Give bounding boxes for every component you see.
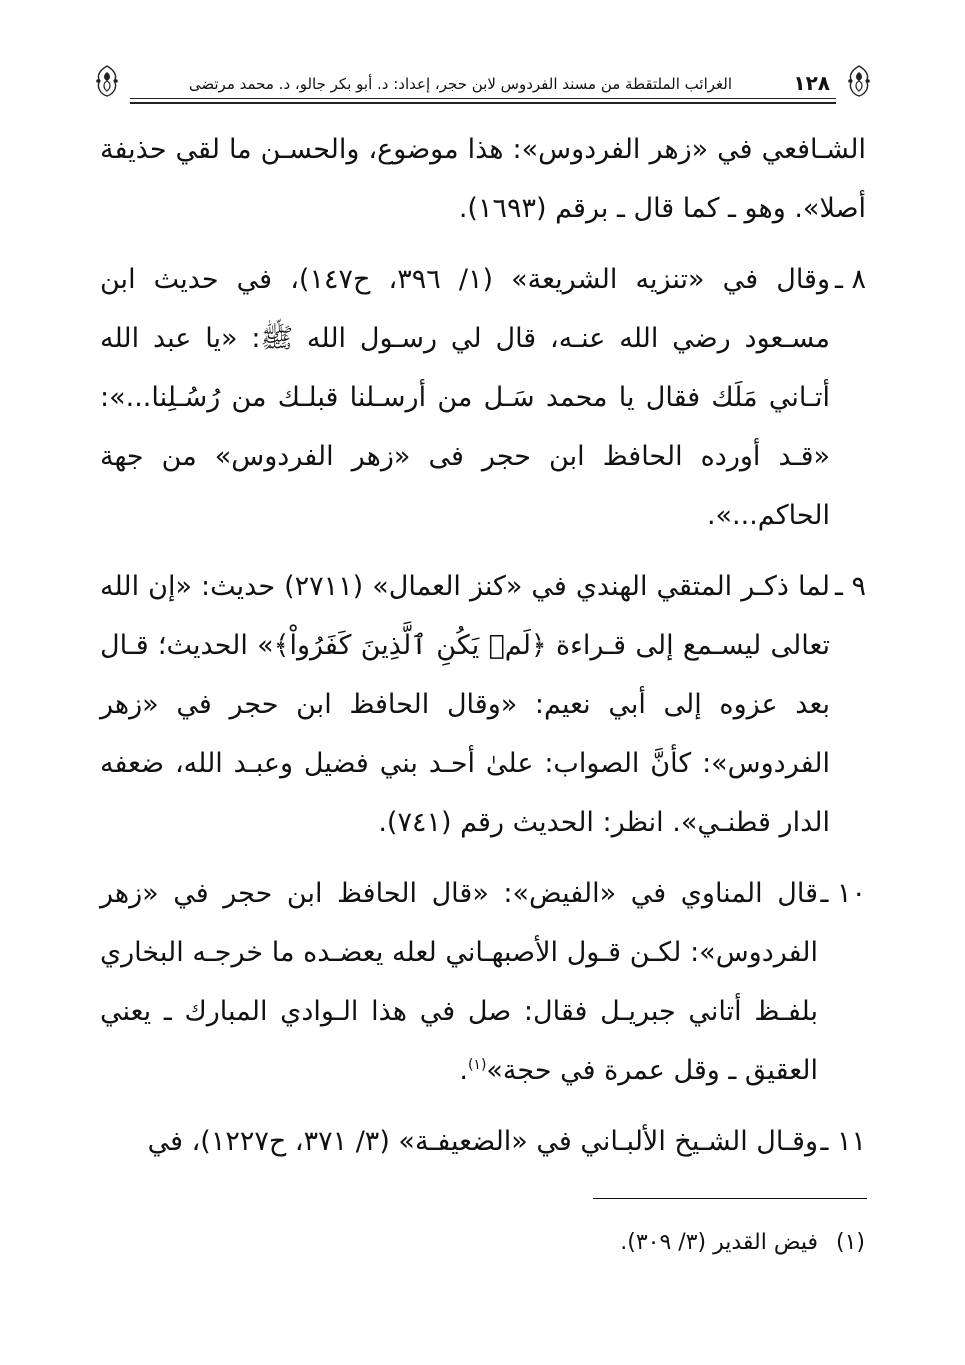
item-text [100,864,818,1100]
item-number: ٩ ـ [834,571,866,602]
item-text: وقـال الشـيخ الألبـاني في «الضعيفـة» (٣/ ٣٧١، ح١٢٢٧)، في [147,1126,818,1157]
item-number: ٨ ـ [834,264,866,295]
main-text [100,120,866,1183]
footnote-text: فيض القدير (٣/ ٣٠٩). [620,1230,818,1255]
footnote [365,1228,865,1258]
footnote-number: (١) [835,1230,865,1255]
page-number: ١٢٨ [793,71,830,95]
floral-ornament-icon [844,64,874,98]
item-text-end: . [459,1055,468,1086]
footnote-reference[interactable]: (١) [467,1057,487,1073]
item-text-body: قال المناوي في «الفيض»: «قال الحافظ ابن حجر في «زهر الفردوس»: لكـن قـول الأصبهـاني لعله يعضـده ما خرجـه البخاري بلفـظ أتاني جبريـل فقال: صل في هذا الـوادي المبارك ـ يعني العقيق ـ وقل عمرة في حجة» [100,878,818,1086]
list-item [100,864,866,1100]
item-text: لما ذكـر المتقي الهندي في «كنز العمال» (٢٧١١) حديث: «إن الله تعالى ليسـمع إلى قـراءة ﴿لَمۡ يَكُنِ ٱلَّذِينَ كَفَرُواْ﴾» الحديث؛ قـال بعد عزوه إلى أبي نعيم: «وقال الحافظ ابن حجر في «زهر الفردوس»: كأنَّ الصواب: علىٰ أحـد بني فضيل وعبـد الله، ضعفه الدار قطنـي». انظر: الحديث رقم (٧٤١). [100,571,830,838]
intro-paragraph: الشـافعي في «زهر الفردوس»: هذا موضوع، والحسـن ما لقي حذيفة أصلا». وهو ـ كما قال ـ برقم (١٦٩٣). [100,134,866,224]
list-item [100,1112,866,1171]
list-item [100,557,866,852]
item-text: وقال في «تنزيه الشريعة» (١/ ٣٩٦، ح١٤٧)، في حديث ابن مسـعود رضي الله عنـه، قال لي رسـول الله ﷺ: «يا عبد الله أتـاني مَلَك فقال يا محمد سَـل من أرسـلنا قبلـك من رُسُـلِنا...»: «قـد أورده الحافظ ابن حجر فى «زهر الفردوس» من جهة الحاكم...». [100,264,830,531]
page-header [92,62,874,108]
list-item [100,250,866,545]
footnote-separator [593,1198,867,1199]
floral-ornament-icon [92,64,122,98]
item-number: ١١ ـ [820,1126,866,1157]
header-rule-thick [130,102,836,104]
running-title: الغرائب الملتقطة من مسند الفردوس لابن حجر، إعداد: د. أبو بكر جالو، د. محمد مرتضى [188,75,732,93]
header-rule [130,98,836,99]
item-number: ١٠ ـ [820,878,866,909]
